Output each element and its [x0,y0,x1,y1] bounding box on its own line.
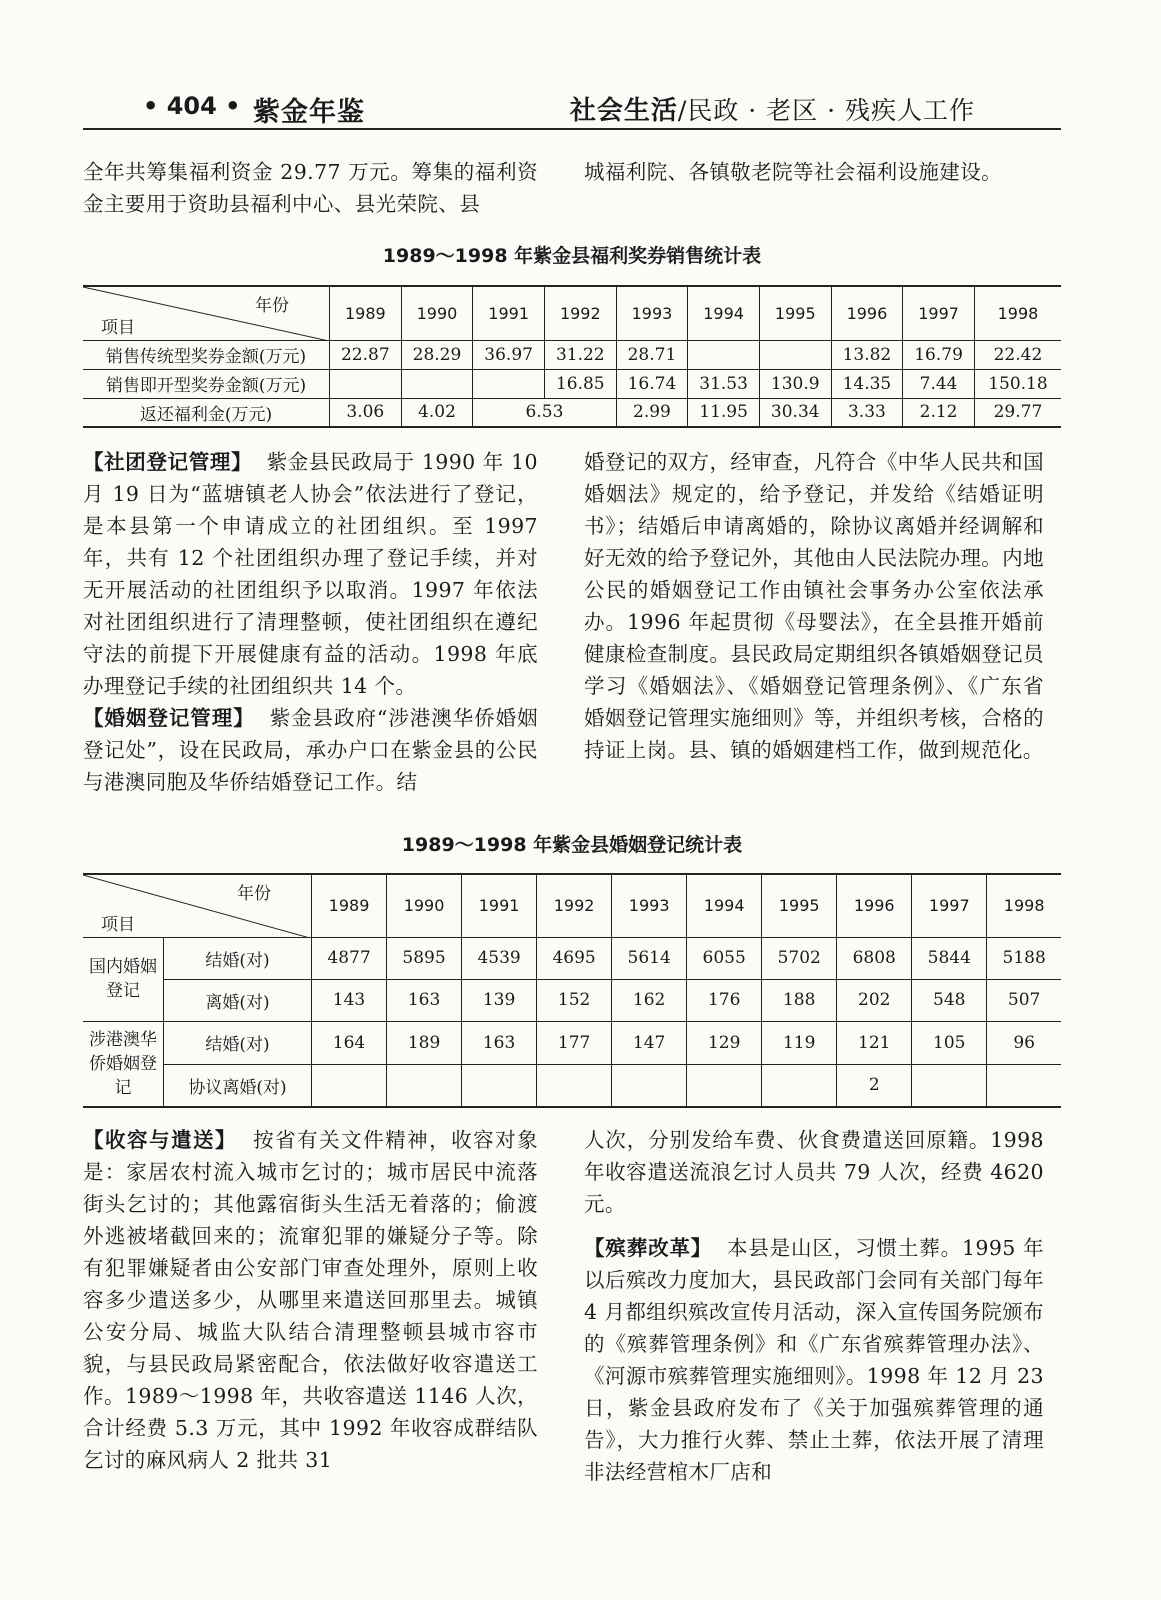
intro-left [83,156,538,220]
corner-item-label: 项目 [101,914,135,935]
table-cell: 202 [837,979,912,1021]
table-cell: 162 [612,979,687,1021]
table-cell: 13.82 [831,340,903,369]
binzang-heading: 【殡葬改革】 [584,1236,713,1260]
year-header: 1995 [762,874,837,937]
year-header: 1994 [687,874,762,937]
table-cell: 4539 [462,937,537,979]
row-label: 销售传统型奖券金额(万元) [83,340,330,369]
table-cell: 28.71 [616,340,688,369]
table-cell: 22.87 [330,340,402,369]
year-header: 1993 [612,874,687,937]
year-header: 1993 [616,286,688,340]
row-label: 结婚(对) [164,937,312,979]
year-header: 1991 [473,286,545,340]
table-cell: 31.22 [544,340,616,369]
table-cell [612,1064,687,1107]
table-cell: 16.74 [616,369,688,398]
table-cell [537,1064,612,1107]
table-cell: 30.34 [759,398,831,427]
table-cell: 150.18 [974,369,1061,398]
table-cell: 31.53 [688,369,760,398]
table-cell: 6055 [687,937,762,979]
marriage-header-row [83,874,1061,937]
year-header: 1991 [462,874,537,937]
lottery-table-caption: 1989～1998 年紫金县福利奖券销售统计表 [382,245,762,267]
table-cell: 163 [462,1021,537,1064]
shourong-paragraph [83,1124,538,1476]
year-header: 1998 [974,286,1061,340]
row-label: 结婚(对) [164,1021,312,1064]
table-cell [687,1064,762,1107]
table-cell: 28.29 [401,340,473,369]
table-cell: 5188 [987,937,1061,979]
table-cell [387,1064,462,1107]
table-row [83,1021,1061,1064]
table-cell [912,1064,987,1107]
shourong-heading: 【收容与遣送】 [83,1128,238,1152]
row-label: 销售即开型奖券金额(万元) [83,369,330,398]
table-cell [762,1064,837,1107]
lottery-table [83,285,1061,428]
hunyin-paragraph [83,702,538,798]
group-label-overseas: 涉港澳华侨婚姻登记 [83,1021,164,1107]
section-main: 社会生活 [569,96,678,126]
book-title: 紫金年鉴 [253,97,365,128]
table-cell: 189 [387,1021,462,1064]
section-sub: /民政 · 老区 · 残疾人工作 [677,96,975,125]
table-cell: 14.35 [831,369,903,398]
column-right-b [584,1124,1044,1488]
year-header: 1996 [837,874,912,937]
year-header: 1998 [987,874,1061,937]
corner-item-label: 项目 [101,317,135,338]
binzang-body: 本县是山区，习惯土葬。1995 年以后殡改力度加大，县民政部门会同有关部门每年 4 月都组织殡改宣传月活动，深入宣传国务院颁布的《殡葬管理条例》和《广东省殡葬管理办法》、《河源市殡葬管理实施细则》。1998 年 12 月 23 日，紫金县政府发布了《关于加强殡葬管理的通告》，大力推行火葬、禁止土葬，依法开展了清理非法经营棺木厂店和 [584,1236,1044,1484]
year-header: 1989 [312,874,387,937]
hunyin-body: 紫金县政府“涉港澳华侨婚姻登记处”，设在民政局，承办户口在紫金县的公民与港澳同胞及华侨结婚登记工作。结 [83,706,538,794]
year-header: 1994 [688,286,760,340]
corner-year-label: 年份 [255,296,289,316]
table-cell: 177 [537,1021,612,1064]
table-cell: 2 [837,1064,912,1107]
binzang-paragraph [584,1232,1044,1488]
table-cell: 176 [687,979,762,1021]
shourong-body: 按省有关文件精神，收容对象是：家居农村流入城市乞讨的；城市居民中流落街头乞讨的；其他露宿街头生活无着落的；偷渡外逃被堵截回来的；流窜犯罪的嫌疑分子等。除有犯罪嫌疑者由公安部门审查处理外，原则上收容多少遣送多少，从哪里来遣送回那里去。城镇公安分局、城监大队结合清理整顿县城市容市貌，与县民政局紧密配合，依法做好收容遣送工作。1989～1998 年，共收容遣送 1146 人次，合计经费 5.3 万元，其中 1992 年收容成群结队乞讨的麻风病人 2 批共 31 [83,1128,538,1472]
column-right-a [584,446,1044,766]
page-number: • 404 • [143,92,241,120]
year-header: 1992 [544,286,616,340]
table-cell: 36.97 [473,340,545,369]
table-cell: 96 [987,1021,1061,1064]
table-row [83,1064,1061,1107]
shourong-continued: 人次，分别发给车费、伙食费遣送回原籍。1998 年收容遣送流浪乞讨人员共 79 人次，经费 4620 元。 [584,1128,1044,1216]
table-cell: 129 [687,1021,762,1064]
table-cell: 5895 [387,937,462,979]
table-cell: 4695 [537,937,612,979]
table-row [83,398,1061,427]
header-rule [83,128,1061,130]
table-cell: 4877 [312,937,387,979]
table-cell: 119 [762,1021,837,1064]
row-label: 离婚(对) [164,979,312,1021]
lottery-corner-cell [83,286,330,340]
corner-year-label: 年份 [237,884,271,904]
marriage-table-caption: 1989～1998 年紫金县婚姻登记统计表 [401,834,743,856]
table-cell: 152 [537,979,612,1021]
table-cell [401,369,473,398]
marriage-corner-cell [83,874,312,937]
table-cell [688,340,760,369]
shetuan-heading: 【社团登记管理】 [83,450,253,474]
year-header: 1995 [759,286,831,340]
table-cell: 3.33 [831,398,903,427]
table-cell: 29.77 [974,398,1061,427]
shetuan-paragraph [83,446,538,702]
table-cell: 5702 [762,937,837,979]
table-cell: 507 [987,979,1061,1021]
table-cell: 16.79 [903,340,975,369]
table-cell-merged: 6.53 [473,398,616,427]
table-cell: 11.95 [688,398,760,427]
table-cell: 2.99 [616,398,688,427]
year-header: 1989 [330,286,402,340]
table-row [83,937,1061,979]
table-cell: 147 [612,1021,687,1064]
table-cell: 130.9 [759,369,831,398]
table-row [83,979,1061,1021]
lottery-header-row [83,286,1061,340]
table-cell: 164 [312,1021,387,1064]
table-cell: 7.44 [903,369,975,398]
year-header: 1997 [903,286,975,340]
table-cell: 121 [837,1021,912,1064]
row-label: 协议离婚(对) [164,1064,312,1107]
table-cell: 2.12 [903,398,975,427]
table-cell: 4.02 [401,398,473,427]
table-cell: 143 [312,979,387,1021]
table-row [83,369,1061,398]
group-label-domestic: 国内婚姻登记 [83,937,164,1021]
shetuan-body: 紫金县民政局于 1990 年 10 月 19 日为“蓝塘镇老人协会”依法进行了登记，是本县第一个申请成立的社团组织。至 1997 年，共有 12 个社团组织办理了登记手续，并对无开展活动的社团组织予以取消。1997 年依法对社团组织进行了清理整顿，使社团组织在遵纪守法的前提下开展健康有益的活动。1998 年底办理登记手续的社团组织共 14 个。 [83,450,538,698]
table-cell: 139 [462,979,537,1021]
intro-right [584,156,1044,188]
column-left-b [83,1124,538,1476]
table-cell: 188 [762,979,837,1021]
year-header: 1990 [401,286,473,340]
hunyin-heading: 【婚姻登记管理】 [83,706,255,730]
year-header: 1990 [387,874,462,937]
table-cell: 105 [912,1021,987,1064]
column-left-a [83,446,538,798]
year-header: 1992 [537,874,612,937]
year-header: 1997 [912,874,987,937]
row-label: 返还福利金(万元) [83,398,330,427]
table-cell [759,340,831,369]
table-cell: 22.42 [974,340,1061,369]
hunyin-continued: 婚登记的双方，经审查，凡符合《中华人民共和国婚姻法》规定的，给予登记，并发给《结婚证明书》；结婚后申请离婚的，除协议离婚并经调解和好无效的给予登记外，其他由人民法院办理。内地公民的婚姻登记工作由镇社会事务办公室依法承办。1996 年起贯彻《母婴法》，在全县推开婚前健康检查制度。县民政局定期组织各镇婚姻登记员学习《婚姻法》、《婚姻登记管理条例》、《广东省婚姻登记管理实施细则》等，并组织考核，合格的持证上岗。县、镇的婚姻建档工作，做到规范化。 [584,450,1044,762]
table-cell: 3.06 [330,398,402,427]
intro-right-text: 城福利院、各镇敬老院等社会福利设施建设。 [584,160,1002,184]
section-title [570,90,975,127]
table-cell [462,1064,537,1107]
marriage-table [83,873,1061,1108]
table-row [83,340,1061,369]
table-cell: 6808 [837,937,912,979]
table-cell: 5844 [912,937,987,979]
table-cell [312,1064,387,1107]
year-header: 1996 [831,286,903,340]
table-cell: 163 [387,979,462,1021]
table-cell: 16.85 [544,369,616,398]
table-cell [330,369,402,398]
intro-left-text: 全年共筹集福利资金 29.77 万元。筹集的福利资金主要用于资助县福利中心、县光荣院、县 [83,160,538,216]
table-cell [987,1064,1061,1107]
page-header [83,92,1061,130]
table-cell [473,369,545,398]
table-cell: 548 [912,979,987,1021]
table-cell: 5614 [612,937,687,979]
